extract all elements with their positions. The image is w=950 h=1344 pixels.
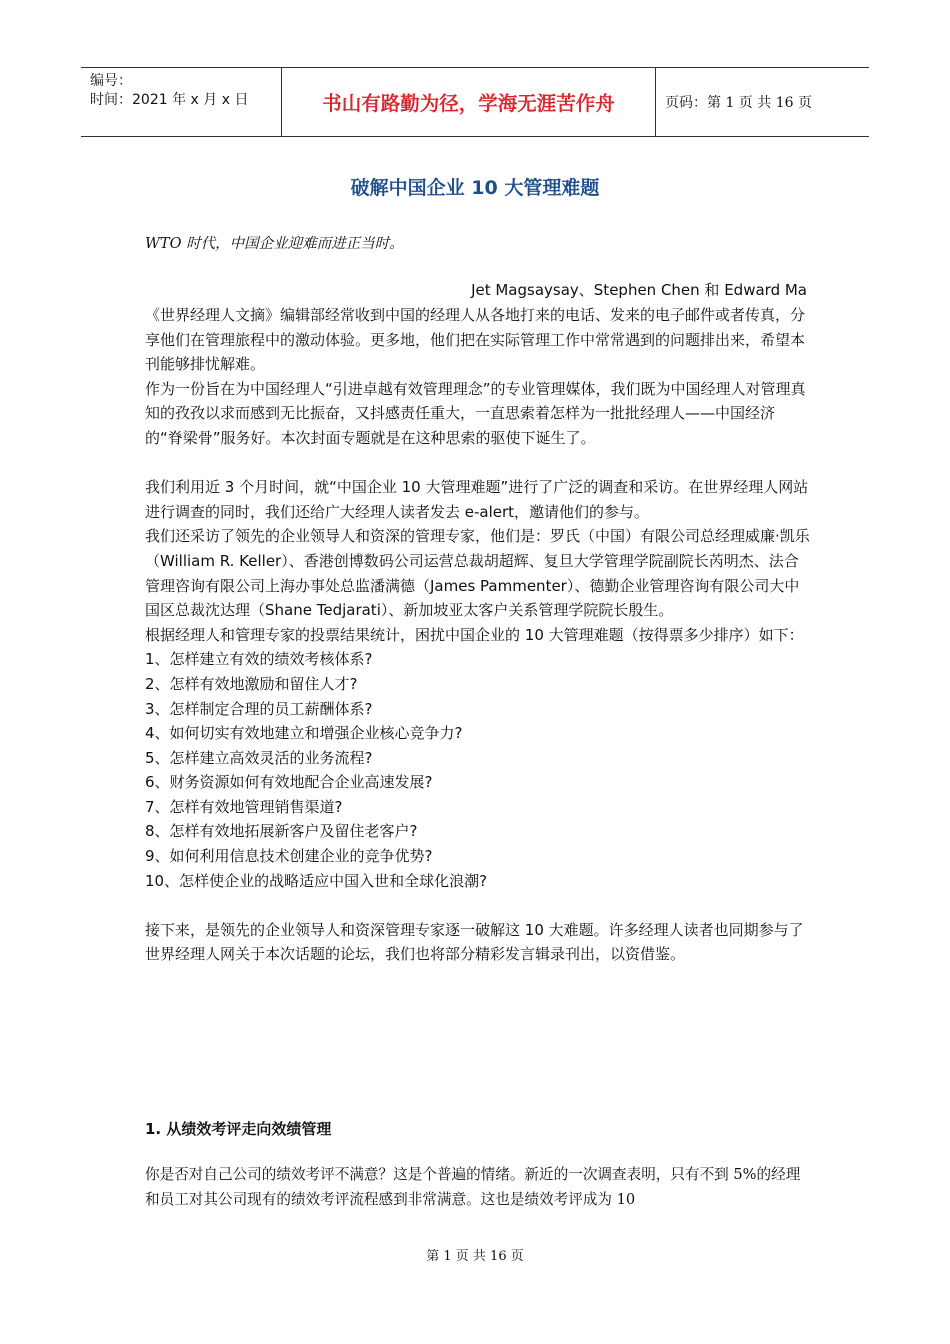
problem-item: 7、怎样有效地管理销售渠道? — [145, 797, 343, 816]
problem-item: 9、如何利用信息技术创建企业的竞争优势? — [145, 847, 433, 866]
intro-paragraph: 《世界经理人文摘》编辑部经常收到中国的经理人从各地打来的电话、发来的电子邮件或者传真，分享他们在管理旅程中的激动体验。更多地，他们把在实际管理工作中常常遇到的问题排出来，希望本刊能够排忧解难。 — [145, 306, 806, 374]
problem-list — [145, 647, 810, 893]
section-paragraph: 你是否对自己公司的绩效考评不满意？这是个普遍的情绪。新近的一次调查表明，只有不到 5%的经理和员工对其公司现有的绩效考评流程感到非常满意。这也是绩效考评成为 10 — [145, 1166, 801, 1208]
problem-item: 8、怎样有效地拓展新客户及留住老客户? — [145, 822, 418, 841]
problem-item: 2、怎样有效地激励和留住人才? — [145, 674, 358, 693]
document-header — [81, 67, 869, 137]
problem-item: 5、怎样建立高效灵活的业务流程? — [145, 748, 373, 767]
intro-paragraph: 作为一份旨在为中国经理人“引进卓越有效管理理念”的专业管理媒体，我们既为中国经理人对管理真知的孜孜以求而感到无比振奋，又抖感责任重大，一直思索着怎样为一批批经理人——中国经济的“脊梁骨”服务好。本次封面专题就是在这种思索的驱使下诞生了。 — [145, 379, 806, 447]
problem-item: 6、财务资源如何有效地配合企业高速发展? — [145, 773, 433, 792]
survey-paragraph: 我们还采访了领先的企业领导人和资深的管理专家，他们是：罗氏（中国）有限公司总经理威廉·凯乐（William R. Keller）、香港创博数码公司运营总裁胡超辉、复旦大学管理学院副院长芮明杰、法合管理咨询有限公司上海办事处总监潘满德（James Pammenter）、德勤企业管理咨询有限公司大中国区总裁沈达理（Shane Tedjarati）、新加坡亚太客户关系管理学院院长殷生。 — [145, 527, 810, 620]
section-heading: 1. 从绩效考评走向效绩管理 — [145, 1120, 332, 1138]
problem-item: 4、如何切实有效地建立和增强企业核心竞争力? — [145, 724, 463, 743]
time-label: 时间：2021 年 x 月 x 日 — [90, 92, 249, 108]
header-meta — [81, 68, 282, 136]
document-subtitle: WTO 时代，中国企业迎难而进正当时。 — [145, 236, 404, 252]
document-title: 破解中国企业 10 大管理难题 — [350, 177, 600, 199]
survey-paragraph: 我们利用近 3 个月时间，就“中国企业 10 大管理难题”进行了广泛的调查和采访。在世界经理人网站进行调查的同时，我们还给广大经理人读者发去 e-alert，邀请他们的参与。 — [145, 478, 809, 521]
header-page-label: 页码：第 1 页 共 16 页 — [665, 95, 812, 111]
paragraph-gap — [145, 451, 810, 476]
problem-item: 3、怎样制定合理的员工薪酬体系? — [145, 699, 373, 718]
page-footer: 第 1 页 共 16 页 — [426, 1249, 524, 1264]
header-slogan: 书山有路勤为径，学海无涯苦作舟 — [282, 68, 656, 136]
closing-paragraph: 接下来，是领先的企业领导人和资深管理专家逐一破解这 10 大难题。许多经理人读者也同期参与了世界经理人网关于本次话题的论坛，我们也将部分精彩发言辑录刊出，以资借鉴。 — [145, 920, 804, 964]
paragraph-gap — [145, 893, 810, 918]
problem-item: 1、怎样建立有效的绩效考核体系? — [145, 650, 373, 669]
survey-paragraph: 根据经理人和管理专家的投票结果统计，困扰中国企业的 10 大管理难题（按得票多少排序）如下： — [145, 625, 804, 644]
article-body — [145, 303, 810, 967]
number-label: 编号： — [90, 73, 132, 89]
problem-item: 10、怎样使企业的战略适应中国入世和全球化浪潮? — [145, 871, 488, 890]
authors-line: Jet Magsaysay、Stephen Chen 和 Edward Ma — [471, 281, 807, 299]
